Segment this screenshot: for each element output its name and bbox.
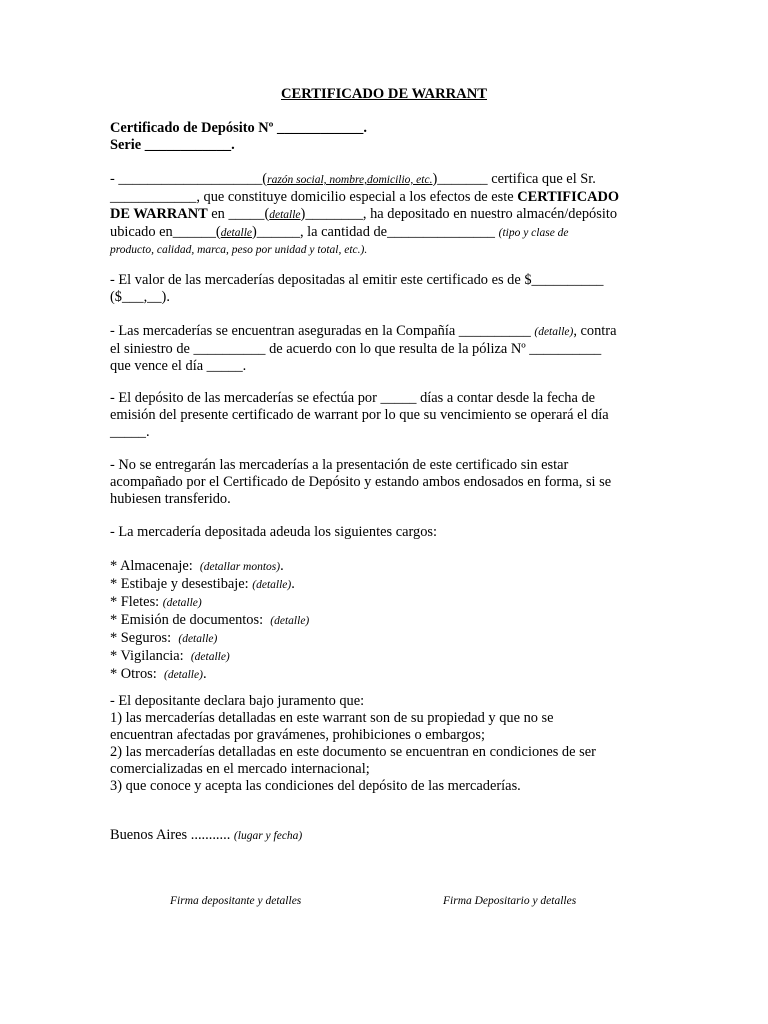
charge-item	[110, 576, 665, 594]
place-note: (lugar y fecha)	[233, 830, 303, 842]
text-run: )________, ha depositado en nuestro almacén/depósito	[300, 206, 618, 222]
paragraph-term	[110, 390, 665, 441]
charge-end: .	[280, 558, 284, 574]
text-line: 3) que conoce y acepta las condiciones del depósito de las mercaderías.	[110, 778, 521, 794]
charge-item	[110, 630, 665, 648]
italic-note: (detalle)	[534, 326, 574, 338]
text-line: hubiesen transferido.	[110, 491, 231, 507]
bold-run: DE WARRANT	[110, 206, 208, 222]
text-run: )______, la cantidad de_______________	[252, 224, 499, 240]
text-line: que vence el día _____.	[110, 358, 247, 374]
text-line: - La mercadería depositada adeuda los siguientes cargos:	[110, 524, 437, 540]
text-line: el siniestro de __________ de acuerdo con lo que resulta de la póliza Nº __________	[110, 341, 602, 357]
charge-note: (detalle)	[178, 633, 218, 645]
italic-note: razón social, nombre,domicilio, etc.	[267, 174, 433, 186]
charge-note: (detalle)	[163, 669, 203, 681]
text-line: - El valor de las mercaderías depositadas al emitir este certificado es de $__________	[110, 272, 604, 288]
charge-item	[110, 666, 665, 684]
italic-note: detalle	[220, 227, 252, 239]
charge-note: (detalle)	[252, 579, 292, 591]
text-run: ubicado en______(	[110, 224, 221, 240]
text-run: ____________, que constituye domicilio especial a los efectos de este	[110, 189, 518, 205]
charge-item	[110, 558, 665, 576]
text-line: 2) las mercaderías detalladas en este documento se encuentran en condiciones de ser	[110, 744, 596, 760]
charge-note: (detalle)	[190, 651, 230, 663]
serie-blank: ____________.	[141, 137, 235, 153]
charge-note: (detalle)	[270, 615, 310, 627]
charge-item	[110, 594, 665, 612]
italic-note: (tipo y clase de	[498, 227, 569, 239]
charge-label: * Estibaje y desestibaje:	[110, 576, 249, 592]
paragraph-value	[110, 272, 665, 306]
paragraph-delivery	[110, 457, 665, 508]
charge-label: * Fletes:	[110, 594, 160, 610]
text-line: - No se entregarán las mercaderías a la presentación de este certificado sin estar	[110, 457, 569, 473]
place-and-date	[110, 827, 665, 845]
place-label: Buenos Aires ...........	[110, 827, 234, 843]
charge-note: (detallar montos)	[199, 561, 281, 573]
charge-label: * Almacenaje:	[110, 558, 193, 574]
text-line: _____.	[110, 424, 150, 440]
charge-end: .	[202, 666, 207, 682]
text-run: )_______ certifica que el Sr.	[432, 171, 596, 187]
paragraph-insurance	[110, 323, 665, 375]
deposit-cert-blank: ____________.	[273, 120, 367, 136]
charge-item	[110, 648, 665, 666]
text-line: encuentran afectadas por gravámenes, prohibiciones o embargos;	[110, 727, 485, 743]
text-run: , contra	[573, 323, 617, 339]
signature-depositor: Firma depositante y detalles	[170, 895, 302, 907]
charge-label: * Emisión de documentos:	[110, 612, 264, 628]
text-line: - El depositante declara bajo juramento que:	[110, 693, 365, 709]
bold-run: CERTIFICADO	[517, 189, 620, 205]
paragraph-certifies	[110, 171, 665, 259]
charge-label: * Otros:	[110, 666, 157, 682]
text-line: emisión del presente certificado de warrant por lo que su vencimiento se operará el día	[110, 407, 609, 423]
text-line: 1) las mercaderías detalladas en este warrant son de su propiedad y que no se	[110, 710, 554, 726]
italic-note: detalle	[269, 209, 301, 221]
charges-list	[110, 558, 665, 684]
charge-label: * Seguros:	[110, 630, 172, 646]
text-line: - El depósito de las mercaderías se efectúa por _____ días a contar desde la fecha de	[110, 390, 596, 406]
serie-label: Serie	[110, 137, 142, 153]
text-run: - ____________________(	[110, 171, 268, 187]
text-line: comercializadas en el mercado internacional;	[110, 761, 370, 777]
document-title: CERTIFICADO DE WARRANT	[281, 86, 487, 102]
text-run: en _____(	[207, 206, 270, 222]
text-line: ($___,__).	[110, 289, 170, 305]
deposit-cert-label: Certificado de Depósito Nº	[110, 120, 274, 136]
text-run: - Las mercaderías se encuentran aseguradas en la Compañía __________	[110, 323, 535, 339]
italic-note: producto, calidad, marca, peso por unidad y total, etc.).	[110, 244, 368, 256]
charge-end: .	[291, 576, 295, 592]
signature-depositary: Firma Depositario y detalles	[443, 895, 577, 907]
text-line: acompañado por el Certificado de Depósito y estando ambos endosados en forma, si se	[110, 474, 612, 490]
charge-item	[110, 612, 665, 630]
charge-label: * Vigilancia:	[110, 648, 184, 664]
deposit-certificate-number	[110, 120, 665, 154]
paragraph-declaration	[110, 693, 665, 795]
paragraph-charges-intro	[110, 524, 665, 541]
charge-note: (detalle)	[162, 597, 202, 609]
